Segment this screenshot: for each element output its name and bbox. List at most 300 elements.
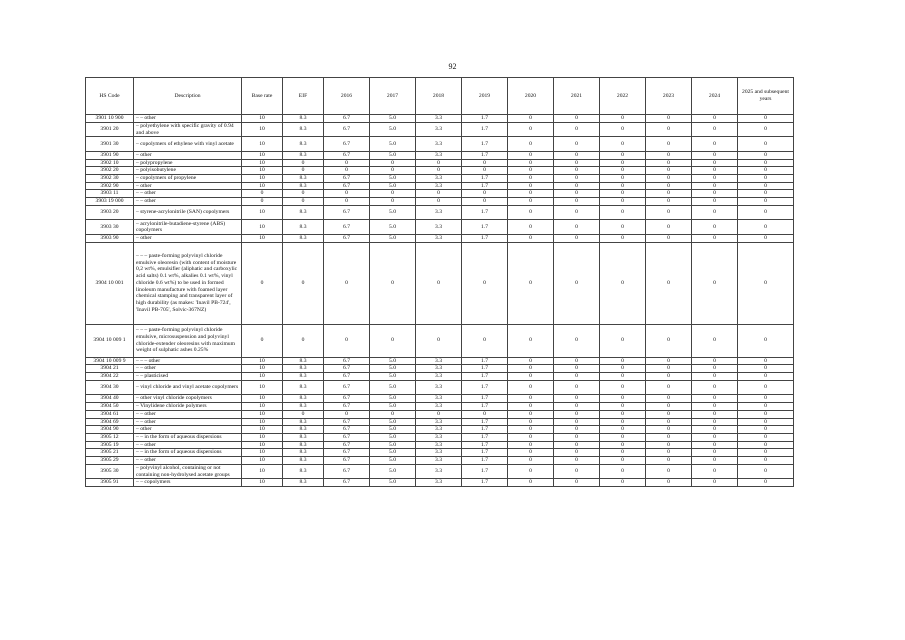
rate-cell: 0 [738,115,794,123]
rate-cell: 3.3 [416,182,462,190]
description-cell: – other [134,151,242,159]
rate-cell: 0 [646,151,692,159]
rate-cell: 10 [242,220,283,235]
rate-cell: 0 [646,220,692,235]
rate-cell: 0 [738,205,794,220]
description-cell: – other [134,426,242,434]
rate-cell: 8.3 [283,426,324,434]
rate-cell: 5.0 [370,175,416,183]
rate-cell: 10 [242,365,283,373]
hs-code-cell: 3905 21 [86,449,134,457]
description-cell: – – in the form of aqueous dispersions [134,449,242,457]
rate-cell: 0 [554,115,600,123]
rate-cell: 6.7 [324,418,370,426]
rate-cell: 3.3 [416,403,462,411]
rate-cell: 0 [508,198,554,206]
rate-cell: 0 [600,433,646,441]
rate-cell: 0 [283,410,324,418]
rate-cell: 5.0 [370,441,416,449]
rate-cell: 0 [646,122,692,137]
rate-cell: 10 [242,235,283,243]
rate-cell: 0 [738,198,794,206]
rate-cell: 0 [370,198,416,206]
rate-cell: 3.3 [416,235,462,243]
rate-cell: 0 [462,410,508,418]
rate-cell: 0 [692,365,738,373]
hs-code-cell: 3904 10 009 9 [86,357,134,365]
rate-cell: 3.3 [416,395,462,403]
rate-cell: 3.3 [416,464,462,479]
rate-cell: 0 [600,115,646,123]
column-header: Description [134,78,242,115]
rate-cell: 0 [508,151,554,159]
rate-cell: 5.0 [370,373,416,381]
rate-cell: 0 [370,159,416,167]
rate-cell: 3.3 [416,380,462,395]
rate-cell: 0 [646,403,692,411]
rate-cell: 0 [508,235,554,243]
rate-cell: 0 [646,190,692,198]
rate-cell: 0 [283,242,324,324]
description-cell: – – plasticised [134,373,242,381]
rate-cell: 6.7 [324,182,370,190]
table-header-row [86,78,794,115]
rate-cell: 0 [508,167,554,175]
rate-cell: 0 [600,357,646,365]
description-cell: – – – paste-forming polyvinyl chloride emulsive oleoresin (with content of moisture 0,2 wt%, emulsifier (aliphatic and carboxylic acid salts) 0.1 wt%, alkalies 0.1 wt%, vinyl chloride 0.6 wt%) to be used in formed linoleum manufacture with foamed layer chemical stamping and transparent layer of high durability (as makes: 'Inavil PB-724', 'Inavil PB-705', Solvic-367NZ) [134,242,242,324]
column-header: HS Code [86,78,134,115]
table-row [86,441,794,449]
rate-cell: 5.0 [370,220,416,235]
rate-cell: 6.7 [324,380,370,395]
rate-cell: 0 [646,479,692,487]
rate-cell: 0 [554,175,600,183]
rate-cell: 0 [324,198,370,206]
rate-cell: 0 [692,115,738,123]
hs-code-cell: 3904 10 001 [86,242,134,324]
column-header: 2023 [646,78,692,115]
rate-cell: 0 [600,205,646,220]
rate-cell: 8.3 [283,365,324,373]
description-cell: – – other [134,441,242,449]
table-row [86,159,794,167]
rate-cell: 0 [692,159,738,167]
rate-cell: 0 [508,220,554,235]
rate-cell: 0 [600,457,646,465]
description-cell: – other [134,182,242,190]
rate-cell: 0 [738,190,794,198]
hs-code-cell: 3903 20 [86,205,134,220]
rate-cell: 0 [646,457,692,465]
rate-cell: 0 [554,464,600,479]
rate-cell: 10 [242,426,283,434]
rate-cell: 0 [600,137,646,152]
rate-cell: 10 [242,395,283,403]
rate-cell: 0 [600,324,646,357]
rate-cell: 0 [554,182,600,190]
rate-cell: 3.3 [416,175,462,183]
rate-cell: 3.3 [416,220,462,235]
rate-cell: 6.7 [324,403,370,411]
rate-cell: 10 [242,167,283,175]
rate-cell: 5.0 [370,479,416,487]
rate-cell: 10 [242,115,283,123]
description-cell: – styrene-acrylonitrile (SAN) copolymers [134,205,242,220]
rate-cell: 5.0 [370,137,416,152]
rate-cell: 1.7 [462,205,508,220]
rate-cell: 0 [646,159,692,167]
rate-cell: 10 [242,380,283,395]
rate-cell: 0 [738,395,794,403]
rate-cell: 0 [646,380,692,395]
rate-cell: 0 [646,441,692,449]
rate-cell: 5.0 [370,380,416,395]
page-number: 92 [448,62,457,71]
rate-cell: 3.3 [416,418,462,426]
rate-cell: 1.7 [462,220,508,235]
rate-cell: 1.7 [462,418,508,426]
rate-cell: 0 [600,159,646,167]
rate-cell: 0 [646,242,692,324]
hs-code-cell: 3904 50 [86,403,134,411]
description-cell: – copolymers of propylene [134,175,242,183]
rate-cell: 0 [600,426,646,434]
rate-cell: 6.7 [324,122,370,137]
rate-cell: 3.3 [416,373,462,381]
rate-cell: 6.7 [324,479,370,487]
rate-cell: 0 [324,324,370,357]
rate-cell: 5.0 [370,449,416,457]
rate-cell: 0 [554,220,600,235]
rate-cell: 3.3 [416,365,462,373]
rate-cell: 1.7 [462,137,508,152]
description-cell: – polypropylene [134,159,242,167]
rate-cell: 0 [692,167,738,175]
rate-cell: 3.3 [416,426,462,434]
rate-cell: 0 [508,418,554,426]
rate-cell: 0 [738,137,794,152]
table-row [86,380,794,395]
rate-cell: 1.7 [462,380,508,395]
rate-cell: 0 [600,373,646,381]
rate-cell: 0 [508,449,554,457]
description-cell: – polyvinyl alcohol, containing or not containing non-hydrolysed acetate groups [134,464,242,479]
rate-cell: 0 [554,198,600,206]
rate-cell: 0 [692,426,738,434]
rate-cell: 8.3 [283,418,324,426]
rate-cell: 0 [508,190,554,198]
rate-cell: 5.0 [370,365,416,373]
rate-cell: 0 [508,115,554,123]
rate-cell: 0 [692,242,738,324]
hs-code-cell: 3904 40 [86,395,134,403]
rate-cell: 5.0 [370,115,416,123]
rate-cell: 0 [600,365,646,373]
table-row [86,464,794,479]
rate-cell: 5.0 [370,235,416,243]
hs-code-cell: 3901 90 [86,151,134,159]
rate-cell: 0 [508,159,554,167]
rate-cell: 0 [646,235,692,243]
hs-code-cell: 3903 19 000 [86,198,134,206]
rate-cell: 0 [738,479,794,487]
rate-cell: 6.7 [324,220,370,235]
rate-cell: 0 [508,324,554,357]
rate-cell: 0 [554,418,600,426]
hs-code-cell: 3904 61 [86,410,134,418]
rate-cell: 0 [554,441,600,449]
rate-cell: 0 [600,175,646,183]
rate-cell: 0 [554,403,600,411]
rate-cell: 0 [600,167,646,175]
rate-cell: 0 [324,190,370,198]
rate-cell: 5.0 [370,151,416,159]
rate-cell: 3.3 [416,122,462,137]
description-cell: – – other [134,410,242,418]
rate-cell: 5.0 [370,357,416,365]
rate-cell: 6.7 [324,115,370,123]
rate-cell: 10 [242,205,283,220]
rate-cell: 0 [462,167,508,175]
hs-code-cell: 3904 30 [86,380,134,395]
rate-cell: 3.3 [416,151,462,159]
rate-cell: 1.7 [462,115,508,123]
description-cell: – – in the form of aqueous dispersions [134,433,242,441]
description-cell: – – other [134,365,242,373]
hs-code-cell: 3903 30 [86,220,134,235]
rate-cell: 0 [692,457,738,465]
rate-cell: 1.7 [462,433,508,441]
rate-cell: 0 [324,242,370,324]
rate-cell: 8.3 [283,182,324,190]
rate-cell: 0 [646,205,692,220]
rate-cell: 0 [554,380,600,395]
hs-code-cell: 3902 90 [86,182,134,190]
rate-cell: 0 [600,122,646,137]
rate-cell: 0 [554,457,600,465]
rate-cell: 8.3 [283,373,324,381]
rate-cell: 0 [692,380,738,395]
rate-cell: 0 [646,418,692,426]
rate-cell: 0 [508,357,554,365]
rate-cell: 0 [600,449,646,457]
hs-code-cell: 3905 91 [86,479,134,487]
hs-code-cell: 3903 11 [86,190,134,198]
table-row [86,426,794,434]
table-row [86,220,794,235]
rate-cell: 1.7 [462,175,508,183]
rate-cell: 0 [508,457,554,465]
hs-code-cell: 3905 19 [86,441,134,449]
description-cell: – – other [134,198,242,206]
rate-cell: 0 [600,403,646,411]
rate-cell: 0 [738,426,794,434]
rate-cell: 0 [692,479,738,487]
table-row [86,205,794,220]
rate-cell: 6.7 [324,357,370,365]
column-header: 2022 [600,78,646,115]
table-row [86,324,794,357]
rate-cell: 0 [600,235,646,243]
rate-cell: 8.3 [283,137,324,152]
table-row [86,167,794,175]
rate-cell: 0 [646,373,692,381]
rate-cell: 0 [738,380,794,395]
rate-cell: 0 [738,235,794,243]
rate-cell: 0 [554,159,600,167]
rate-cell: 0 [462,190,508,198]
description-cell: – – – paste-forming polyvinyl chloride emulsive, microsuspension and polyvinyl chloride-extender oleoresins with maximum weight of sulphatic ashes 0.25% [134,324,242,357]
rate-cell: 0 [600,151,646,159]
rate-cell: 10 [242,410,283,418]
rate-cell: 10 [242,175,283,183]
rate-cell: 10 [242,137,283,152]
rate-cell: 0 [508,242,554,324]
rate-cell: 0 [370,242,416,324]
rate-cell: 0 [462,159,508,167]
rate-cell: 0 [508,479,554,487]
hs-code-cell: 3903 90 [86,235,134,243]
rate-cell: 10 [242,457,283,465]
rate-cell: 0 [738,457,794,465]
column-header: 2021 [554,78,600,115]
description-cell: – other [134,235,242,243]
rate-cell: 5.0 [370,418,416,426]
table-row [86,137,794,152]
rate-cell: 5.0 [370,395,416,403]
rate-cell: 0 [283,324,324,357]
rate-cell: 0 [370,324,416,357]
rate-cell: 0 [508,175,554,183]
rate-cell: 0 [738,175,794,183]
rate-cell: 0 [462,198,508,206]
table-row [86,198,794,206]
rate-cell: 0 [554,205,600,220]
rate-cell: 0 [600,395,646,403]
description-cell: – copolymers of ethylene with vinyl acetate [134,137,242,152]
rate-cell: 0 [738,449,794,457]
column-header: 2016 [324,78,370,115]
rate-cell: 0 [646,365,692,373]
rate-cell: 0 [554,357,600,365]
rate-cell: 0 [416,167,462,175]
rate-cell: 1.7 [462,479,508,487]
rate-cell: 6.7 [324,175,370,183]
rate-cell: 0 [416,198,462,206]
rate-cell: 8.3 [283,441,324,449]
rate-cell: 8.3 [283,433,324,441]
rate-cell: 1.7 [462,395,508,403]
rate-cell: 0 [646,324,692,357]
tariff-schedule-table [85,77,794,487]
table-row [86,190,794,198]
rate-cell: 0 [646,198,692,206]
rate-cell: 1.7 [462,122,508,137]
rate-cell: 3.3 [416,457,462,465]
rate-cell: 0 [554,426,600,434]
rate-cell: 5.0 [370,457,416,465]
rate-cell: 0 [692,395,738,403]
rate-cell: 0 [554,242,600,324]
hs-code-cell: 3901 10 900 [86,115,134,123]
rate-cell: 0 [646,175,692,183]
rate-cell: 0 [508,410,554,418]
rate-cell: 8.3 [283,175,324,183]
rate-cell: 0 [600,220,646,235]
table-row [86,418,794,426]
rate-cell: 0 [692,205,738,220]
description-cell: – Vinylidene chloride polymers [134,403,242,411]
rate-cell: 0 [554,395,600,403]
rate-cell: 0 [692,433,738,441]
hs-code-cell: 3901 20 [86,122,134,137]
rate-cell: 0 [554,324,600,357]
rate-cell: 0 [692,151,738,159]
rate-cell: 0 [416,159,462,167]
rate-cell: 0 [508,441,554,449]
rate-cell: 6.7 [324,137,370,152]
rate-cell: 0 [692,137,738,152]
rate-cell: 1.7 [462,426,508,434]
description-cell: – – – other [134,357,242,365]
column-header: 2020 [508,78,554,115]
rate-cell: 5.0 [370,403,416,411]
rate-cell: 0 [242,198,283,206]
table-row [86,395,794,403]
rate-cell: 0 [646,167,692,175]
table-row [86,115,794,123]
rate-cell: 0 [646,115,692,123]
rate-cell: 0 [692,122,738,137]
rate-cell: 5.0 [370,205,416,220]
rate-cell: 5.0 [370,433,416,441]
rate-cell: 0 [738,167,794,175]
rate-cell: 0 [646,464,692,479]
rate-cell: 0 [554,122,600,137]
rate-cell: 0 [646,433,692,441]
rate-cell: 0 [508,137,554,152]
rate-cell: 10 [242,433,283,441]
hs-code-cell: 3904 21 [86,365,134,373]
table-row [86,479,794,487]
rate-cell: 0 [738,403,794,411]
rate-cell: 1.7 [462,182,508,190]
rate-cell: 0 [508,373,554,381]
rate-cell: 0 [738,410,794,418]
rate-cell: 0 [554,151,600,159]
rate-cell: 0 [738,242,794,324]
rate-cell: 0 [554,137,600,152]
rate-cell: 0 [600,242,646,324]
rate-cell: 0 [646,357,692,365]
rate-cell: 0 [508,205,554,220]
rate-cell: 3.3 [416,441,462,449]
rate-cell: 3.3 [416,357,462,365]
description-cell: – – copolymers [134,479,242,487]
rate-cell: 0 [283,190,324,198]
rate-cell: 10 [242,357,283,365]
description-cell: – acrylonitrile-butadiene-styrene (ABS) copolymers [134,220,242,235]
rate-cell: 0 [324,167,370,175]
table-row [86,433,794,441]
rate-cell: 10 [242,122,283,137]
description-cell: – – other [134,190,242,198]
rate-cell: 0 [554,433,600,441]
rate-cell: 3.3 [416,115,462,123]
rate-cell: 0 [242,190,283,198]
column-header: 2019 [462,78,508,115]
rate-cell: 0 [738,441,794,449]
